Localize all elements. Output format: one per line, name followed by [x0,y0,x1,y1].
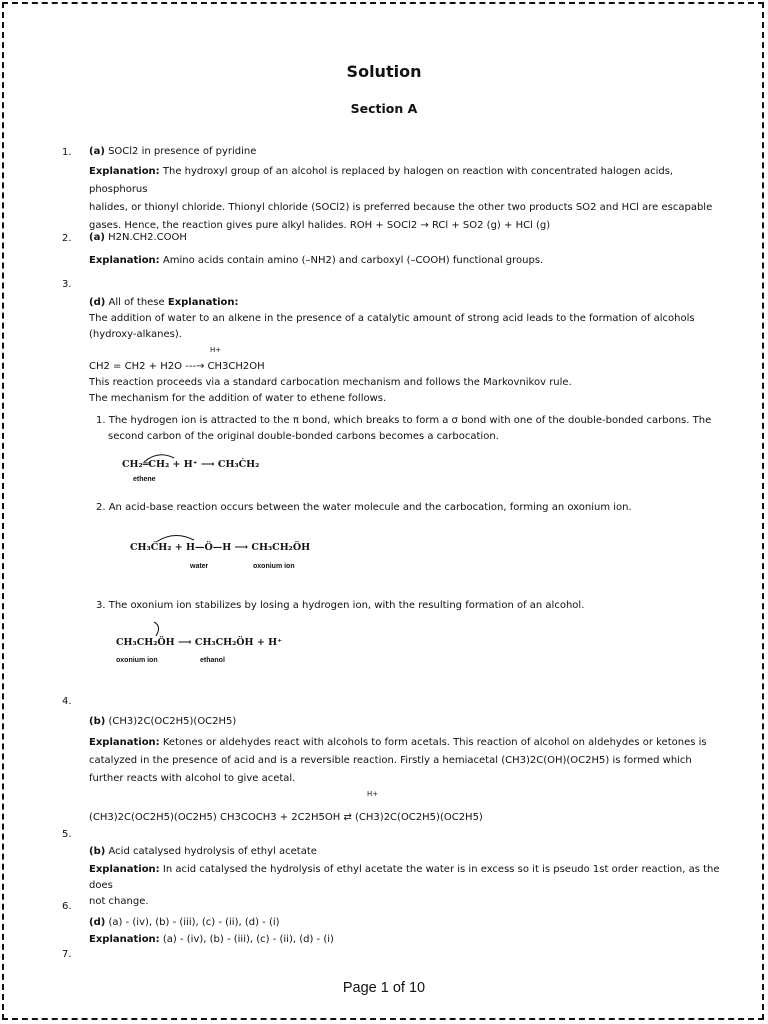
q2-explanation: Explanation: Amino acids contain amino (–NH2) and carboxyl (–COOH) functional groups. [89,255,544,266]
q3-answer: (d) All of these Explanation: [89,297,239,308]
diagram-label-ethene: ethene [133,476,156,483]
q6-answer: (d) (a) - (iv), (b) - (iii), (c) - (ii), (d) - (i) [89,917,280,928]
mechanism-step-1: 1. The hydrogen ion is attracted to the π bond, which breaks to form a σ bond with one of the double-bonded carbons. The second carbon of the original double-bonded carbons becomes a carbocation. [96,415,712,442]
section-heading: Section A [350,101,418,116]
q1-explanation: Explanation: The hydroxyl group of an alcohol is replaced by halogen on reaction with concentrated halogen acids, phosphorus halides, or thionyl chloride. Thionyl chloride (SOCl2) is preferred because the other two products SO2 and HCl are escapable gases. Hence, the reaction gives pure alkyl halides. ROH + SOCl2 → RCl + SO2 (g) + HCl (g) [89,166,713,231]
diagram-label-ethanol: ethanol [200,657,225,664]
diagram-label-water: water [190,563,209,570]
question-number: 6. [62,901,72,912]
q4-equation: (CH3)2C(OC2H5)(OC2H5) CH3COCH3 + 2C2H5OH ⇄ (CH3)2C(OC2H5)(OC2H5) [89,812,483,823]
mechanism-step-2: 2. An acid-base reaction occurs between the water molecule and the carbocation, forming an oxonium ion. [96,502,632,513]
question-number: 3. [62,279,72,290]
q3-mechanism-text: This reaction proceeds via a standard carbocation mechanism and follows the Markovnikov rule. The mechanism for the addition of water to ethene follows. [89,377,572,404]
mechanism-step-3: 3. The oxonium ion stabilizes by losing a hydrogen ion, with the resulting formation of an alcohol. [96,600,585,611]
reaction-diagram-3: CH₃CH₂ÖH ⟶ CH₃CH₂ÖH + H⁺ [116,637,283,648]
q3-equation: CH2 = CH2 + H2O ---→ CH3CH2OH [89,361,265,372]
question-number: 1. [62,147,72,158]
catalyst-label: H+ [210,346,222,354]
question-number: 4. [62,696,72,707]
page-title: Solution [346,62,422,81]
q5-answer: (b) Acid catalysed hydrolysis of ethyl acetate [89,846,317,857]
question-number: 5. [62,829,72,840]
q3-explanation: The addition of water to an alkene in the presence of a catalytic amount of strong acid leads to the formation of alcohols (hydroxy-alkanes). [89,313,695,340]
q2-answer: (a) H2N.CH2.COOH [89,232,187,243]
page-footer: Page 1 of 10 [342,980,426,996]
q4-answer: (b) (CH3)2C(OC2H5)(OC2H5) [89,716,237,727]
q6-explanation: Explanation: (a) - (iv), (b) - (iii), (c) - (ii), (d) - (i) [89,934,334,945]
q4-explanation: Explanation: Ketones or aldehydes react with alcohols to form acetals. This reaction of alcohol on aldehydes or ketones is catalyzed in the presence of acid and is a reversible reaction. Firstly a hemiacetal (CH3)2C(OH)(OC2H5) is formed which further reacts with alcohol to give acetal. [89,737,707,784]
q1-answer: (a) SOCl2 in presence of pyridine [89,146,257,157]
diagram-label-oxonium: oxonium ion [253,563,295,570]
question-number: 2. [62,233,72,244]
electron-arrow-1 [140,450,180,464]
diagram-label-oxonium-ion: oxonium ion [116,657,158,664]
catalyst-label: H+ [367,790,379,798]
reaction-diagram-1: CH₂═CH₂ + H⁺ ⟶ CH₃ĊH₂ [122,459,260,470]
q5-explanation: Explanation: In acid catalysed the hydrolysis of ethyl acetate the water is in excess so it is pseudo 1st order reaction, as the does not change. [89,864,720,907]
question-number: 7. [62,949,72,960]
reaction-diagram-2: CH₃ĊH₂ + H—Ö—H ⟶ CH₃CH₂ÖH [130,542,311,553]
